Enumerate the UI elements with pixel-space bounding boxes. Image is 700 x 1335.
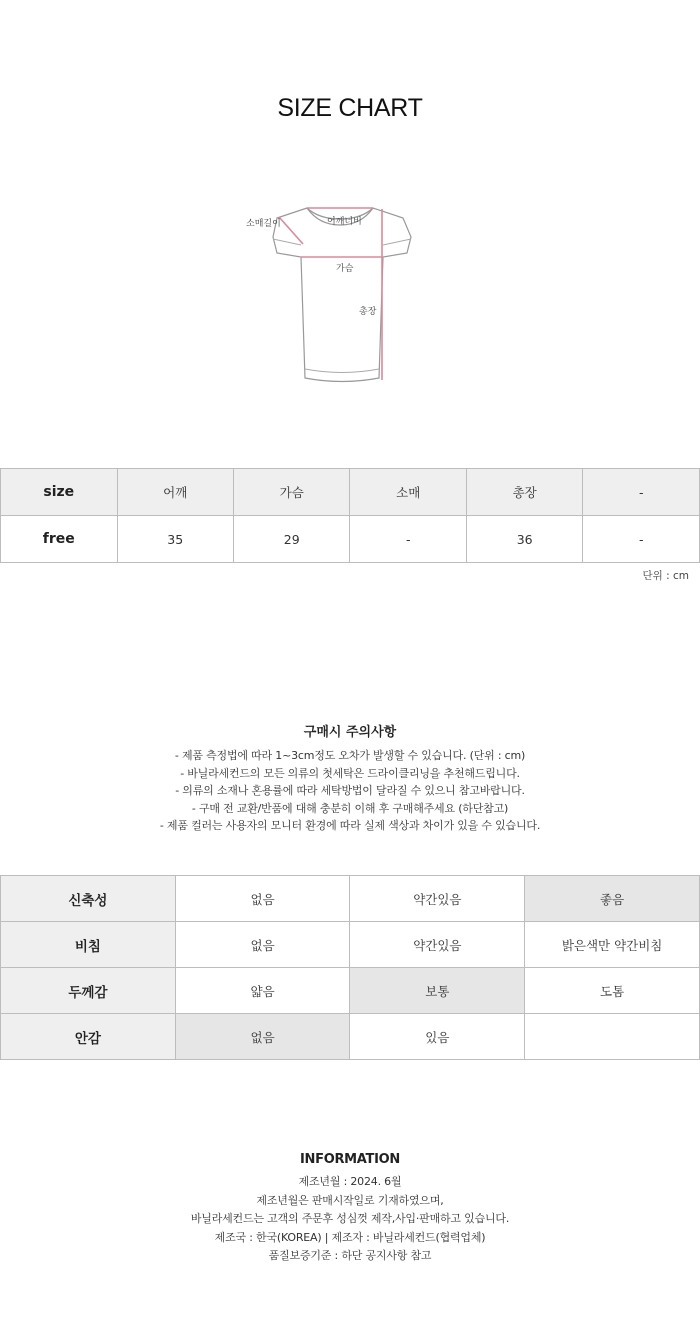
size-table	[0, 468, 700, 563]
size-diagram	[235, 195, 435, 390]
extra-value-cell: -	[583, 516, 700, 563]
information-line: 바닐라세컨드는 고객의 주문후 성심껏 제작,사입·판매하고 있습니다.	[190, 1212, 510, 1225]
stretch-label: 신축성	[1, 876, 176, 922]
length-value-cell: 36	[466, 516, 582, 563]
property-option-cell: 없음	[175, 876, 350, 922]
table-row	[1, 876, 700, 922]
purchase-notice	[0, 721, 700, 835]
notice-line: - 제품 컬러는 사용자의 모니터 환경에 따라 실제 색상과 차이가 있을 수 있습니다.	[159, 819, 541, 833]
property-option-cell	[525, 1014, 700, 1060]
notice-line: - 구매 전 교환/반품에 대해 충분히 이해 후 구매해주세요 (하단참고)	[191, 801, 509, 815]
property-option-cell: 밝은색만 약간비침	[525, 922, 700, 968]
sleeve-label: 소매길이	[246, 219, 281, 229]
information-section	[0, 1152, 700, 1266]
size-table-header	[1, 469, 700, 516]
size-value-cell: free	[1, 516, 118, 563]
table-row	[1, 968, 700, 1014]
property-option-cell: 없음	[175, 922, 350, 968]
tshirt-illustration	[235, 195, 435, 390]
chest-label: 가슴	[336, 264, 354, 274]
length-label: 총장	[359, 307, 377, 317]
shoulder-header-cell: 어깨	[117, 469, 233, 516]
property-option-cell: 약간있음	[350, 876, 525, 922]
sleeve-header-cell: 소매	[350, 469, 466, 516]
page-title: SIZE CHART	[277, 94, 423, 122]
notice-line: - 제품 측정법에 따라 1~3cm정도 오차가 발생할 수 있습니다. (단위 : cm)	[174, 749, 526, 762]
sleeve-value-cell: -	[350, 516, 466, 563]
sheerness-label: 비침	[1, 922, 176, 968]
extra-header-cell: -	[583, 469, 700, 516]
table-row	[1, 516, 700, 563]
shoulder-label: 어깨너비	[327, 217, 362, 227]
shoulder-value-cell: 35	[117, 516, 233, 563]
property-option-cell: 있음	[350, 1014, 525, 1060]
information-line: 제조국 : 한국(KOREA) | 제조자 : 바닐라세컨드(협력업체)	[214, 1230, 486, 1244]
information-line: 제조년월 : 2024. 6월	[298, 1175, 402, 1188]
size-header-cell: size	[1, 469, 118, 516]
thickness-label: 두께감	[1, 968, 176, 1014]
property-option-cell: 좋음	[525, 876, 700, 922]
property-option-cell: 보통	[350, 968, 525, 1014]
property-option-cell: 약간있음	[350, 922, 525, 968]
fabric-property-table	[0, 875, 700, 1060]
notice-title: 구매시 주의사항	[303, 725, 397, 740]
property-option-cell: 없음	[175, 1014, 350, 1060]
notice-line: - 바닐라세컨드의 모든 의류의 첫세탁은 드라이클리닝을 추천해드립니다.	[180, 766, 520, 780]
table-row	[1, 1014, 700, 1060]
notice-line: - 의류의 소재나 혼용률에 따라 세탁방법이 달라질 수 있으니 참고바랍니다.	[175, 784, 525, 798]
chest-header-cell: 가슴	[233, 469, 349, 516]
information-line: 품질보증기준 : 하단 공지사항 참고	[268, 1249, 432, 1262]
table-row	[1, 922, 700, 968]
unit-note: 단위 : cm	[642, 570, 689, 582]
length-header-cell: 총장	[466, 469, 582, 516]
information-line: 제조년월은 판매시작일로 기재하였으며,	[256, 1193, 444, 1207]
lining-label: 안감	[1, 1014, 176, 1060]
property-option-cell: 도톰	[525, 968, 700, 1014]
chest-value-cell: 29	[233, 516, 349, 563]
information-title: INFORMATION	[300, 1152, 400, 1167]
property-option-cell: 얇음	[175, 968, 350, 1014]
